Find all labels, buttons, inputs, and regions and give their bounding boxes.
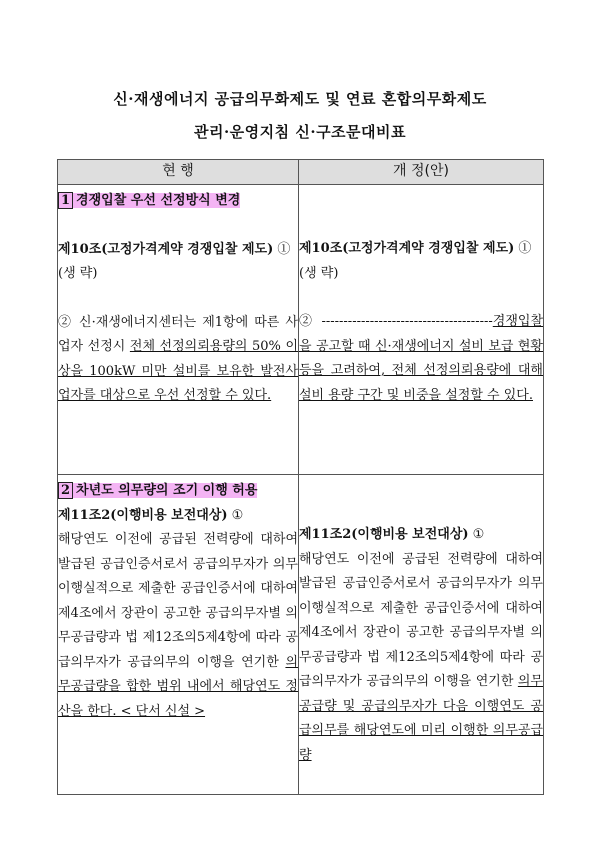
section-title: 경쟁입찰 우선 선정방식 변경: [76, 193, 241, 208]
changed-text: 전체 선정의뢰용량의 50% 이상을 100kW 미만 설비를 보유한 발전사업자를 대상으로 우선 선정할 수 있다.: [58, 339, 298, 403]
document-title: 신·재생에너지 공급의무화제도 및 연료 혼합의무화제도: [113, 90, 487, 108]
section-number: 1: [58, 192, 73, 209]
current-text-cell: [58, 475, 299, 795]
article-paragraph: 해당연도 이전에 공급된 전력량에 대하여 발급된 공급인증서로서 공급의무자가 의무이행실적으로 제출한 공급인증서에 대하여 제4조에서 장관이 공고한 공급의무자별 의무공급량과 법 제12조의5제4항에 따라 공급의무자가 공급의무의 이행을 연기한 의무공급량 및 공급의무자가 다음 이행연도 공급의무를 해당연도에 미리 이행한 의무공급량: [299, 551, 543, 763]
article-paragraph: ② 신·재생에너지센터는 제1항에 따른 사업자 선정시 전체 선정의뢰용량의 50% 이상을 100kW 미만 설비를 보유한 발전사업자를 대상으로 우선 선정할 수 있다.: [58, 314, 298, 403]
section-number: 2: [58, 482, 73, 499]
changed-text: 의무공급량 및 공급의무자가 다음 이행연도 공급의무를 해당연도에 미리 이행한 의무공급량: [299, 674, 543, 763]
document-subtitle: 관리·운영지침 신·구조문대비표: [193, 123, 407, 141]
comparison-table: [57, 159, 544, 795]
article-heading: 제10조(고정가격계약 경쟁입찰 제도) ① (생 략): [299, 241, 532, 281]
changed-text: 의무공급량을 합한 범위 내에서 해당연도 정산을 한다.: [58, 654, 298, 719]
table-header-row: [58, 160, 544, 185]
section-title: 차년도 의무량의 조기 이행 허용: [76, 483, 258, 498]
article-paragraph: ②---------------------------------------경쟁입찰을 공고할 때 신·재생에너지 설비 보급 현황 등을 고려하여, 전체 선정의뢰용량에 대해 설비 용량 구간 및 비중을 설정할 수 있다.: [299, 314, 543, 403]
revised-text-cell: [299, 185, 544, 475]
current-text-cell: [58, 185, 299, 475]
article-heading: 제11조2(이행비용 보전대상) ①: [299, 527, 485, 542]
revised-text-cell: [299, 475, 544, 795]
article-heading: 제11조2(이행비용 보전대상) ①: [58, 507, 244, 523]
column-header-current: 현 행: [58, 160, 299, 185]
article-heading: 제10조(고정가격계약 경쟁입찰 제도) ① (생 략): [58, 241, 291, 281]
note-text: < 단서 신설 >: [116, 703, 206, 719]
article-paragraph: 해당연도 이전에 공급된 전력량에 대하여 발급된 공급인증서로서 공급의무자가 의무이행실적으로 제출한 공급인증서에 대하여 제4조에서 장관이 공고한 공급의무자별 의무공급량과 법 제12조의5제4항에 따라 공급의무자가 공급의무의 이행을 연기한 의무공급량을 합한 범위 내에서 해당연도 정산을 한다. < 단서 신설 >: [58, 532, 298, 719]
table-row: [58, 475, 544, 795]
section-heading: [58, 193, 240, 208]
changed-text: 경쟁입찰을 공고할 때 신·재생에너지 설비 보급 현황 등을 고려하여, 전체 선정의뢰용량에 대해 설비 용량 구간 및 비중을 설정할 수 있다.: [299, 314, 543, 403]
column-header-revised: 개 정(안): [299, 160, 544, 185]
table-row: [58, 185, 544, 475]
section-heading: [58, 483, 257, 498]
